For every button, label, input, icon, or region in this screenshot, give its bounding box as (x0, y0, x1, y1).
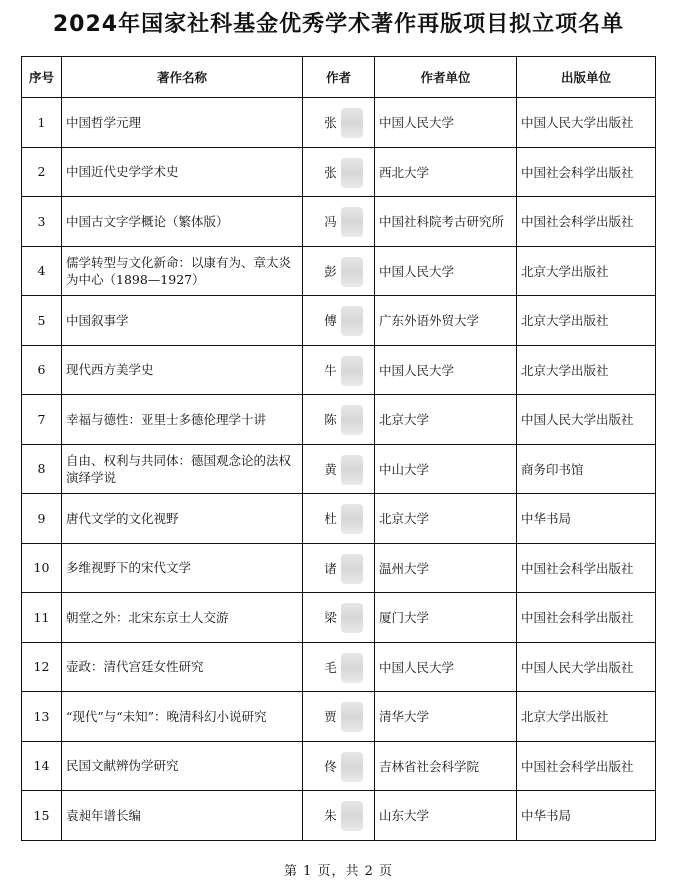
row-publisher: 中国社会科学出版社 (517, 593, 656, 643)
row-author (303, 494, 375, 544)
table-row (22, 791, 656, 841)
redaction-blur (341, 405, 363, 435)
redaction-blur (341, 356, 363, 386)
author-surname: 傅 (324, 313, 337, 329)
row-publisher: 中华书局 (517, 494, 656, 544)
row-index: 6 (22, 345, 62, 395)
author-surname: 诸 (324, 560, 337, 576)
row-affiliation: 西北大学 (375, 147, 517, 197)
row-work-title: 中国古文字学概论（繁体版） (62, 197, 303, 247)
row-index: 8 (22, 444, 62, 494)
row-affiliation: 北京大学 (375, 494, 517, 544)
redaction-blur (341, 257, 363, 287)
row-index: 7 (22, 395, 62, 445)
row-index: 5 (22, 296, 62, 346)
row-author (303, 642, 375, 692)
row-affiliation: 北京大学 (375, 395, 517, 445)
row-publisher: 中国人民大学出版社 (517, 642, 656, 692)
row-publisher: 北京大学出版社 (517, 692, 656, 742)
redaction-blur (341, 554, 363, 584)
row-affiliation: 吉林省社会科学院 (375, 741, 517, 791)
row-work-title: 现代西方美学史 (62, 345, 303, 395)
row-author (303, 98, 375, 148)
redaction-blur (341, 306, 363, 336)
redaction-blur (341, 702, 363, 732)
author-surname: 朱 (324, 808, 337, 824)
row-publisher: 中国社会科学出版社 (517, 197, 656, 247)
project-table (21, 56, 656, 841)
row-author (303, 296, 375, 346)
redaction-blur (341, 801, 363, 831)
row-index: 15 (22, 791, 62, 841)
row-publisher: 北京大学出版社 (517, 246, 656, 296)
row-publisher: 中国社会科学出版社 (517, 741, 656, 791)
table-row (22, 593, 656, 643)
table-row (22, 741, 656, 791)
author-surname: 黄 (324, 461, 337, 477)
page-footer: 第 1 页，共 2 页 (283, 864, 394, 879)
row-work-title: 儒学转型与文化新命：以康有为、章太炎为中心（1898—1927） (62, 246, 303, 296)
row-work-title: “现代”与“未知”：晚清科幻小说研究 (62, 692, 303, 742)
row-index: 14 (22, 741, 62, 791)
header-index: 序号 (22, 57, 62, 98)
table-row (22, 197, 656, 247)
header-author: 作者 (303, 57, 375, 98)
table-row (22, 98, 656, 148)
redaction-blur (341, 653, 363, 683)
row-publisher: 中国人民大学出版社 (517, 98, 656, 148)
header-publisher: 出版单位 (517, 57, 656, 98)
row-index: 2 (22, 147, 62, 197)
author-surname: 冯 (324, 214, 337, 230)
row-publisher: 中国社会科学出版社 (517, 543, 656, 593)
row-work-title: 中国近代史学学术史 (62, 147, 303, 197)
row-author (303, 593, 375, 643)
author-surname: 佟 (324, 758, 337, 774)
row-work-title: 唐代文学的文化视野 (62, 494, 303, 544)
row-publisher: 中国人民大学出版社 (517, 395, 656, 445)
table-row (22, 246, 656, 296)
row-index: 1 (22, 98, 62, 148)
row-index: 13 (22, 692, 62, 742)
row-affiliation: 广东外语外贸大学 (375, 296, 517, 346)
row-index: 11 (22, 593, 62, 643)
row-publisher: 北京大学出版社 (517, 296, 656, 346)
row-author (303, 543, 375, 593)
table-row (22, 692, 656, 742)
row-index: 3 (22, 197, 62, 247)
row-author (303, 147, 375, 197)
table-row (22, 642, 656, 692)
row-work-title: 壶政：清代宫廷女性研究 (62, 642, 303, 692)
row-work-title: 袁昶年谱长编 (62, 791, 303, 841)
author-surname: 陈 (324, 412, 337, 428)
row-author (303, 197, 375, 247)
row-author (303, 345, 375, 395)
row-affiliation: 中山大学 (375, 444, 517, 494)
row-work-title: 中国叙事学 (62, 296, 303, 346)
row-author (303, 692, 375, 742)
author-surname: 张 (324, 164, 337, 180)
table-row (22, 543, 656, 593)
row-work-title: 民国文献辨伪学研究 (62, 741, 303, 791)
redaction-blur (341, 158, 363, 188)
header-work: 著作名称 (62, 57, 303, 98)
row-work-title: 中国哲学元理 (62, 98, 303, 148)
row-publisher: 商务印书馆 (517, 444, 656, 494)
row-author (303, 395, 375, 445)
redaction-blur (341, 603, 363, 633)
table-row (22, 296, 656, 346)
redaction-blur (341, 504, 363, 534)
author-surname: 梁 (324, 610, 337, 626)
row-publisher: 中国社会科学出版社 (517, 147, 656, 197)
row-affiliation: 中国人民大学 (375, 246, 517, 296)
row-work-title: 自由、权利与共同体：德国观念论的法权演绎学说 (62, 444, 303, 494)
row-author (303, 444, 375, 494)
row-publisher: 中华书局 (517, 791, 656, 841)
row-affiliation: 温州大学 (375, 543, 517, 593)
row-publisher: 北京大学出版社 (517, 345, 656, 395)
row-index: 10 (22, 543, 62, 593)
author-surname: 贾 (324, 709, 337, 725)
row-author (303, 741, 375, 791)
redaction-blur (341, 108, 363, 138)
table-header-row (22, 57, 656, 98)
row-affiliation: 中国人民大学 (375, 642, 517, 692)
redaction-blur (341, 752, 363, 782)
row-author (303, 791, 375, 841)
row-affiliation: 厦门大学 (375, 593, 517, 643)
table-row (22, 395, 656, 445)
table-row (22, 147, 656, 197)
row-index: 12 (22, 642, 62, 692)
author-surname: 杜 (324, 511, 337, 527)
redaction-blur (341, 455, 363, 485)
table-row (22, 444, 656, 494)
row-affiliation: 中国人民大学 (375, 345, 517, 395)
author-surname: 牛 (324, 362, 337, 378)
row-index: 4 (22, 246, 62, 296)
row-work-title: 多维视野下的宋代文学 (62, 543, 303, 593)
table-row (22, 494, 656, 544)
row-affiliation: 中国人民大学 (375, 98, 517, 148)
redaction-blur (341, 207, 363, 237)
page-title: 2024年国家社科基金优秀学术著作再版项目拟立项名单 (52, 12, 625, 37)
row-work-title: 朝堂之外：北宋东京士人交游 (62, 593, 303, 643)
author-surname: 彭 (324, 263, 337, 279)
author-surname: 毛 (324, 659, 337, 675)
table-row (22, 345, 656, 395)
row-affiliation: 山东大学 (375, 791, 517, 841)
row-author (303, 246, 375, 296)
row-affiliation: 中国社科院考古研究所 (375, 197, 517, 247)
row-index: 9 (22, 494, 62, 544)
header-affiliation: 作者单位 (375, 57, 517, 98)
row-affiliation: 清华大学 (375, 692, 517, 742)
author-surname: 张 (324, 115, 337, 131)
row-work-title: 幸福与德性：亚里士多德伦理学十讲 (62, 395, 303, 445)
